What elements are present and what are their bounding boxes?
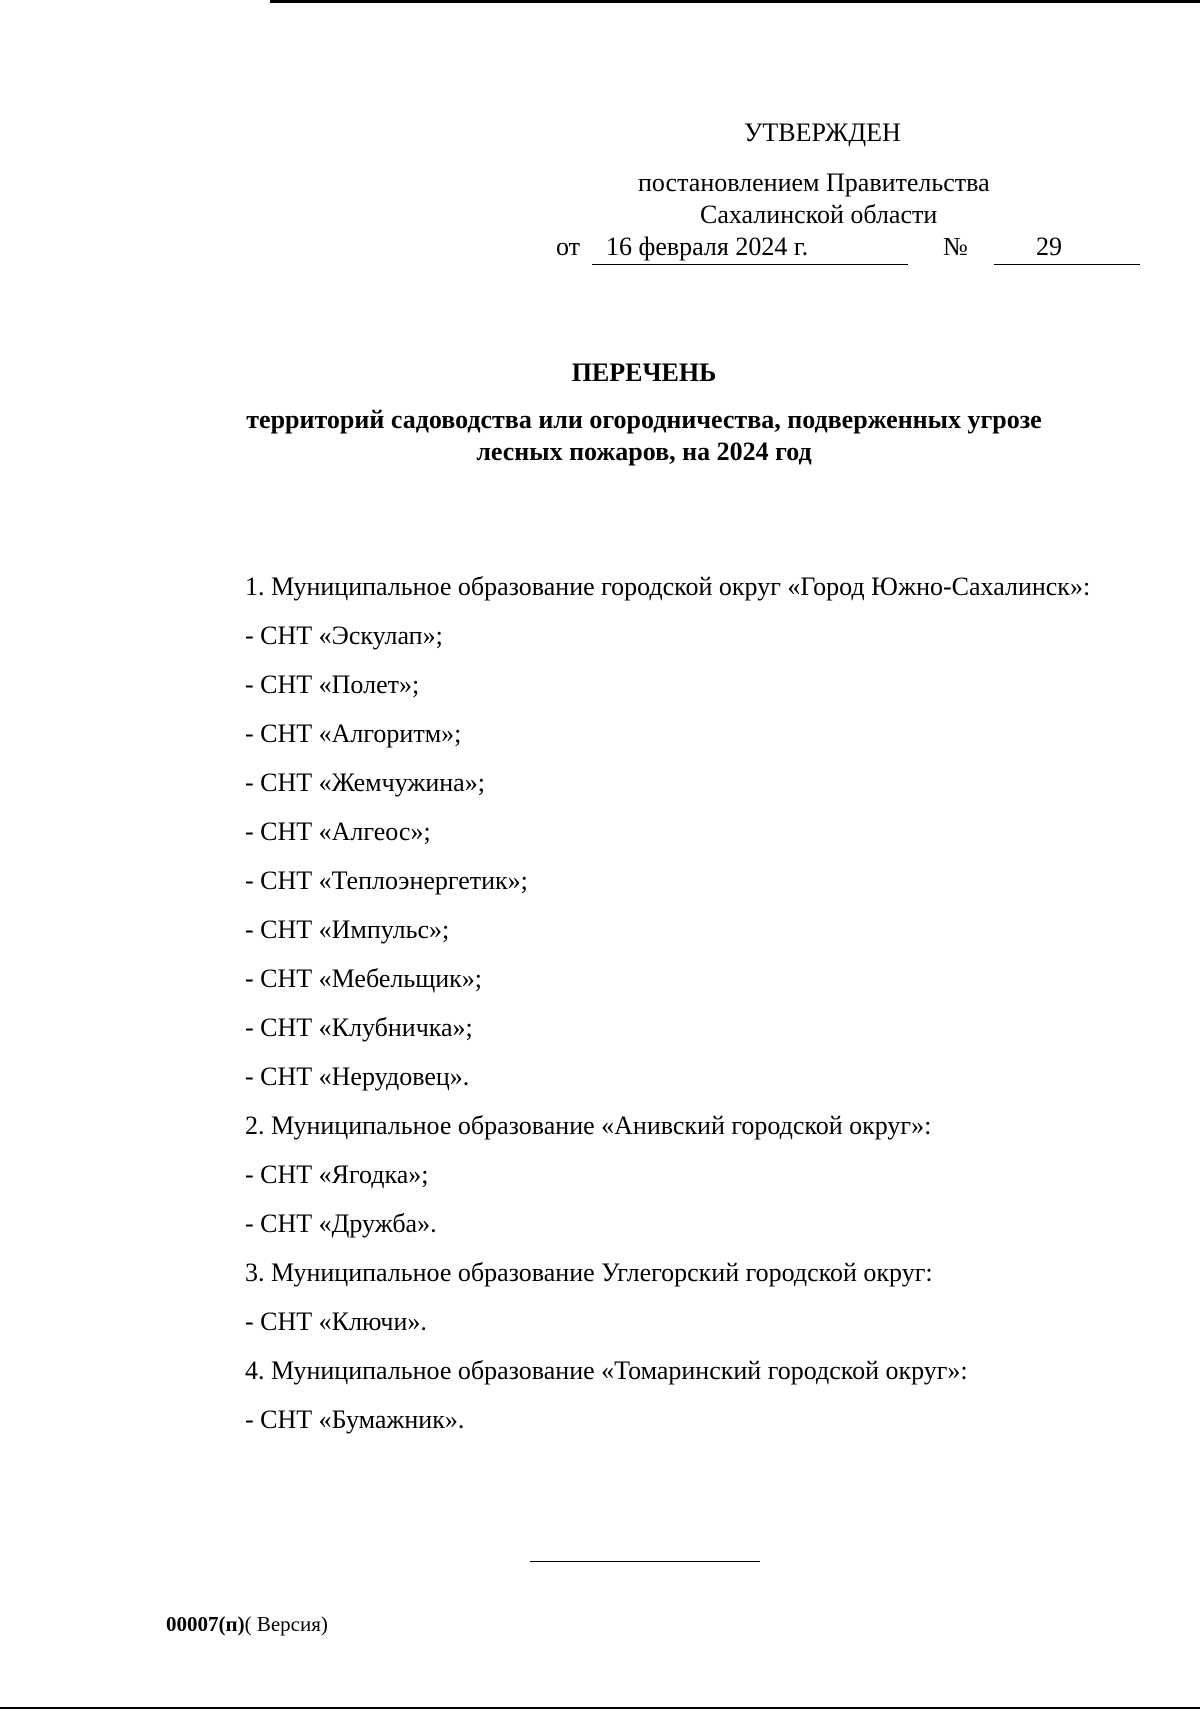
list-item: - СНТ «Клубничка»; xyxy=(245,1013,473,1042)
document-subtitle-line1: территорий садоводства или огородничества, подверженных угрозе xyxy=(246,405,1042,434)
section-title: 2. Муниципальное образование «Анивский городской округ»: xyxy=(245,1111,932,1140)
approval-date: 16 февраля 2024 г. xyxy=(606,232,809,261)
section-title: 1. Муниципальное образование городской округ «Город Южно-Сахалинск»: xyxy=(245,572,1091,601)
list-item: - СНТ «Ягодка»; xyxy=(245,1160,429,1189)
list-item: - СНТ «Бумажник». xyxy=(245,1405,465,1434)
list-item: - СНТ «Мебельщик»; xyxy=(245,964,483,993)
document-body xyxy=(173,562,1118,1444)
footer-code-number: 00007(п) xyxy=(166,1612,245,1636)
approval-region: Сахалинской области xyxy=(700,200,938,229)
list-item: - СНТ «Эскулап»; xyxy=(245,621,443,650)
section-title: 4. Муниципальное образование «Томаринский городской округ»: xyxy=(245,1356,968,1385)
scan-top-edge xyxy=(270,0,1200,3)
approval-issuer: постановлением Правительства xyxy=(638,168,990,197)
scan-bottom-edge xyxy=(0,1707,1200,1709)
list-item: - СНТ «Ключи». xyxy=(245,1307,427,1336)
approval-date-row xyxy=(556,232,1116,266)
number-label: № xyxy=(943,232,968,261)
number-underline xyxy=(994,264,1140,265)
approval-title: УТВЕРЖДЕН xyxy=(744,118,901,147)
date-prefix: от xyxy=(556,232,581,261)
date-underline xyxy=(592,264,908,265)
document-subtitle-line2: лесных пожаров, на 2024 год xyxy=(476,437,812,466)
approval-number: 29 xyxy=(1036,232,1062,261)
section-title: 3. Муниципальное образование Углегорский городской округ: xyxy=(245,1258,933,1287)
list-item: - СНТ «Теплоэнергетик»; xyxy=(245,866,528,895)
list-item: - СНТ «Жемчужина»; xyxy=(245,768,485,797)
list-item: - СНТ «Дружба». xyxy=(245,1209,437,1238)
closing-rule xyxy=(530,1561,760,1562)
list-item: - СНТ «Импульс»; xyxy=(245,915,450,944)
list-item: - СНТ «Алгеос»; xyxy=(245,817,431,846)
footer-version: ( Версия) xyxy=(244,1612,328,1636)
list-item: - СНТ «Полет»; xyxy=(245,670,420,699)
list-item: - СНТ «Алгоритм»; xyxy=(245,719,462,748)
document-title: ПЕРЕЧЕНЬ xyxy=(571,358,717,387)
footer-code xyxy=(166,1612,328,1637)
list-item: - СНТ «Нерудовец». xyxy=(245,1062,470,1091)
